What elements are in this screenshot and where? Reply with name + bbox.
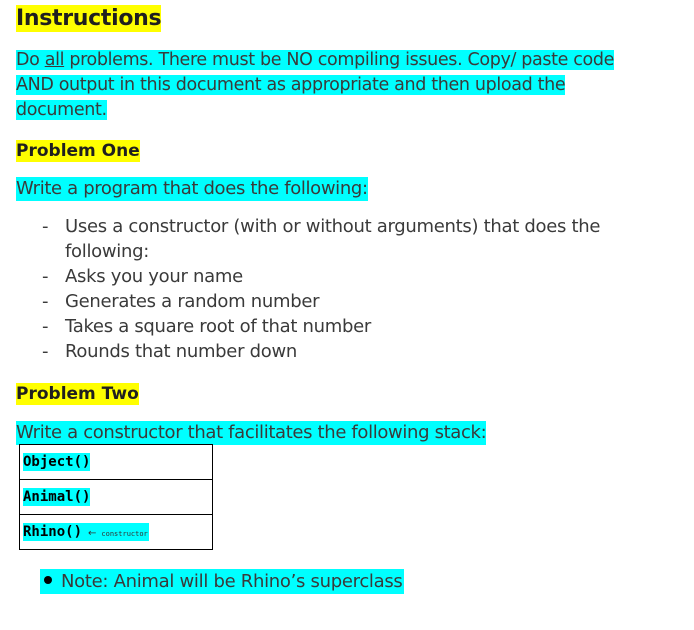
- table-row: [20, 480, 213, 515]
- stack-animal: Animal(): [23, 489, 91, 505]
- list-item: - Uses a constructor (with or without arguments) that does the following:: [42, 216, 601, 262]
- stack-cell: [20, 480, 213, 515]
- stack-cell: [20, 445, 213, 480]
- problem-one-list: [42, 214, 642, 364]
- problem-two-prompt: Write a constructor that facilitates the following stack:: [16, 422, 487, 443]
- dash-marker: -: [42, 216, 49, 237]
- intro-paragraph: [16, 48, 656, 123]
- list-item: - Generates a random number: [42, 291, 320, 312]
- constructor-annotation: constructor: [101, 530, 148, 538]
- intro-underlined: all: [44, 50, 65, 70]
- dash-marker: -: [42, 291, 49, 312]
- list-item: - Asks you your name: [42, 266, 243, 287]
- intro-after: problems. There must be NO compiling issues. Copy/ paste code AND output in this document as appropriate and then upload the document.: [16, 50, 615, 120]
- stack-object: Object(): [23, 454, 91, 470]
- page-title: Instructions: [16, 6, 162, 31]
- stack-cell: [20, 515, 213, 550]
- superclass-note: Note: Animal will be Rhino’s superclass: [40, 569, 404, 594]
- list-item: - Rounds that number down: [42, 341, 297, 362]
- dash-marker: -: [42, 316, 49, 337]
- problem-one-heading: Problem One: [16, 141, 140, 161]
- table-row: [20, 445, 213, 480]
- dash-marker: -: [42, 341, 49, 362]
- list-item: - Takes a square root of that number: [42, 316, 372, 337]
- problem-one-prompt: Write a program that does the following:: [16, 178, 368, 199]
- bullet-icon: [44, 576, 52, 584]
- problem-two-heading: Problem Two: [16, 384, 139, 404]
- stack-rhino: Rhino(): [23, 524, 83, 540]
- table-row: [20, 515, 213, 550]
- dash-marker: -: [42, 266, 49, 287]
- stack-table: [19, 444, 213, 550]
- left-arrow-icon: ←: [88, 528, 97, 539]
- intro-before: Do: [16, 50, 45, 70]
